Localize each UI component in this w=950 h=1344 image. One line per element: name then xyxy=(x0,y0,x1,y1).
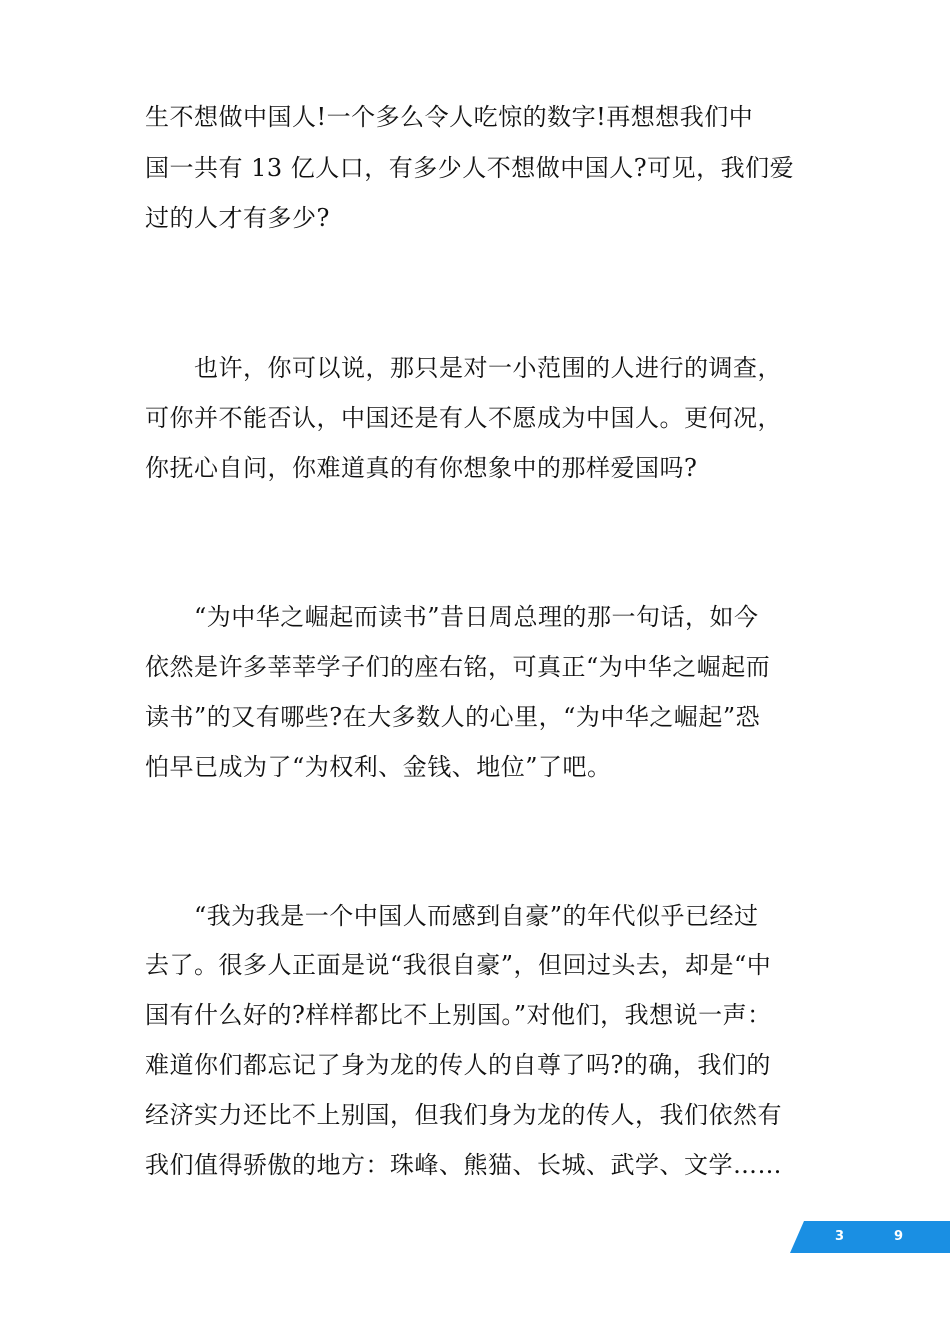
text-line: 我们值得骄傲的地方：珠峰、熊猫、长城、武学、文学…… xyxy=(145,1151,782,1179)
text-line: 你抚心自问，你难道真的有你想象中的那样爱国吗? xyxy=(145,454,698,482)
text-line: 去了。很多人正面是说“我很自豪”，但回过头去，却是“中 xyxy=(145,951,772,979)
total-pages-number: 9 xyxy=(894,1229,904,1244)
page-indicator xyxy=(790,1221,950,1253)
page-indicator-background xyxy=(790,1221,950,1253)
text-line: 经济实力还比不上别国，但我们身为龙的传人，我们依然有 xyxy=(145,1101,782,1129)
text-line: “我为我是一个中国人而感到自豪”的年代似乎已经过 xyxy=(145,902,759,930)
text-line: 国有什么好的?样样都比不上别国。”对他们，我想说一声： xyxy=(145,1001,772,1029)
text-line: 难道你们都忘记了身为龙的传人的自尊了吗?的确，我们的 xyxy=(145,1051,771,1079)
text-line: 国一共有 13 亿人口，有多少人不想做中国人?可见，我们爱 xyxy=(145,154,795,182)
text-line: 读书”的又有哪些?在大多数人的心里，“为中华之崛起”恐 xyxy=(145,703,761,731)
text-line: 生不想做中国人!一个多么令人吃惊的数字!再想想我们中 xyxy=(145,103,754,131)
text-line: 过的人才有多少? xyxy=(145,204,330,232)
text-line: “为中华之崛起而读书”昔日周总理的那一句话，如今 xyxy=(145,603,759,631)
text-line: 怕早已成为了“为权利、金钱、地位”了吧。 xyxy=(145,753,612,781)
text-line: 依然是许多莘莘学子们的座右铭，可真正“为中华之崛起而 xyxy=(145,653,771,681)
text-line: 也许，你可以说，那只是对一小范围的人进行的调查， xyxy=(145,354,782,382)
text-line: 可你并不能否认，中国还是有人不愿成为中国人。更何况， xyxy=(145,404,782,432)
current-page-number: 3 xyxy=(835,1229,845,1244)
